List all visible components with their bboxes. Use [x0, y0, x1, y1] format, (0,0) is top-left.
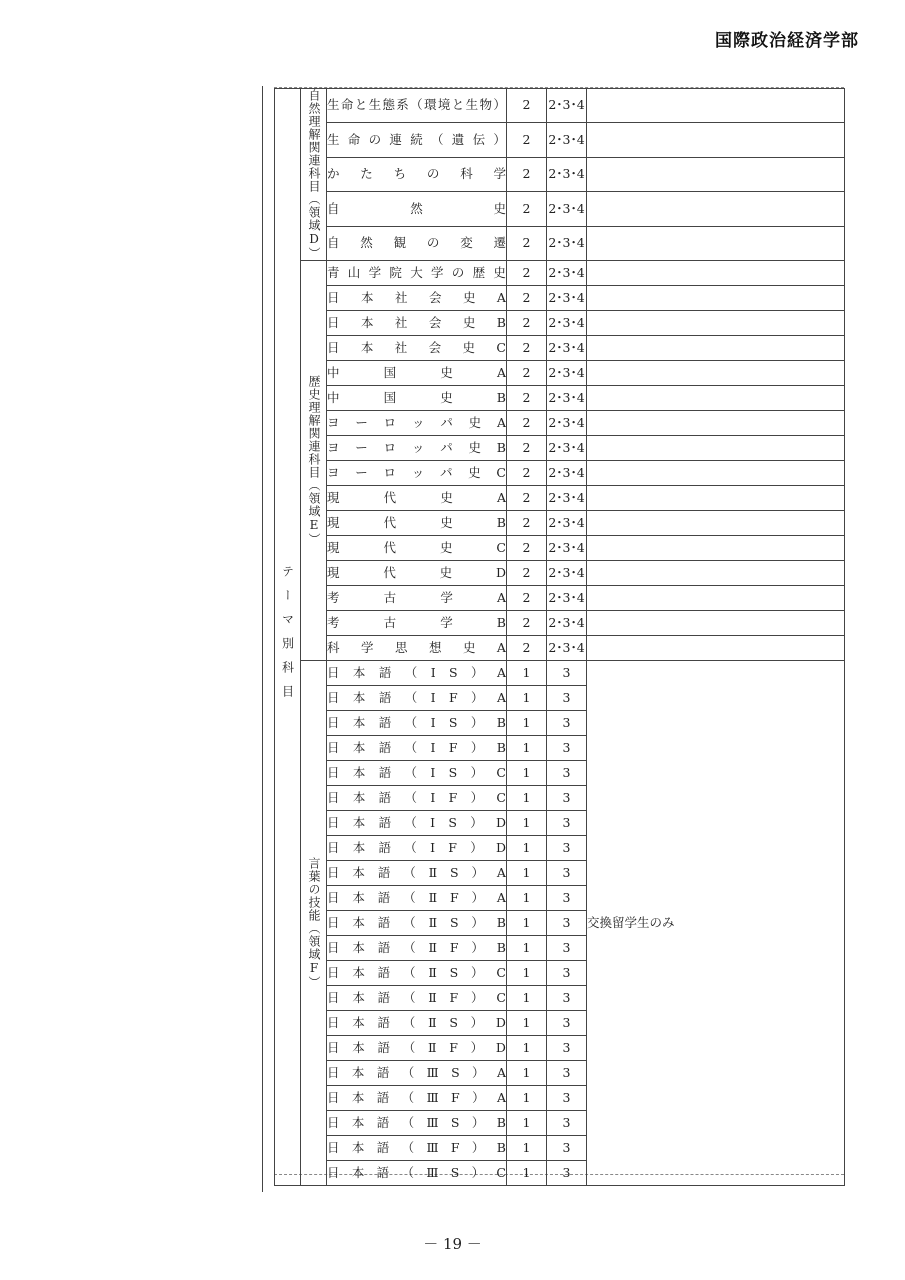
note-cell	[587, 192, 845, 226]
credits-cell: 2	[507, 636, 547, 661]
credits-cell: 1	[507, 761, 547, 786]
course-name-cell	[327, 711, 507, 736]
course-name-cell	[327, 411, 507, 436]
credits-cell: 2	[507, 336, 547, 361]
credits-cell: 1	[507, 836, 547, 861]
year-cell: 3	[547, 761, 587, 786]
credits-cell: 2	[507, 261, 547, 286]
year-cell: 3	[547, 661, 587, 686]
table-row	[275, 89, 845, 123]
exchange-note: 交換留学生のみ	[587, 914, 675, 930]
table-row	[275, 336, 845, 361]
course-name: 日 本 社 会 史 A	[327, 289, 506, 305]
note-cell	[587, 486, 845, 511]
table-row	[275, 536, 845, 561]
table-row	[275, 561, 845, 586]
year-cell: 3	[547, 961, 587, 986]
year-cell: 2･3･4	[547, 89, 587, 123]
year-cell: 3	[547, 786, 587, 811]
course-name-cell	[327, 986, 507, 1011]
credits-cell: 1	[507, 811, 547, 836]
credits-cell: 1	[507, 986, 547, 1011]
credits-cell: 1	[507, 686, 547, 711]
course-name-cell	[327, 786, 507, 811]
year-cell: 3	[547, 736, 587, 761]
year-cell: 2･3･4	[547, 192, 587, 226]
theme-category-label: テーマ別科目	[280, 565, 295, 709]
course-name-cell	[327, 486, 507, 511]
credits-cell: 1	[507, 1036, 547, 1061]
course-name-cell	[327, 636, 507, 661]
course-name: 生 命 の 連 続 （ 遺 伝 ）	[327, 131, 506, 147]
year-cell: 3	[547, 936, 587, 961]
note-cell	[587, 361, 845, 386]
credits-cell: 1	[507, 1136, 547, 1161]
course-name: 日 本 語 （ Ⅱ S ） A	[327, 864, 506, 880]
course-name-cell	[327, 192, 507, 226]
course-name: 現 代 史 A	[327, 489, 506, 505]
note-cell	[587, 386, 845, 411]
note-cell	[587, 586, 845, 611]
credits-cell: 1	[507, 736, 547, 761]
course-name: ヨ ー ロ ッ パ 史 B	[327, 439, 506, 455]
exchange-note-cell	[587, 661, 845, 1186]
table-row	[275, 361, 845, 386]
course-name-cell	[327, 911, 507, 936]
credits-cell: 2	[507, 89, 547, 123]
year-cell: 2･3･4	[547, 336, 587, 361]
course-name-cell	[327, 961, 507, 986]
course-name: 日 本 語 （ Ⅰ S ） C	[327, 764, 506, 780]
credits-cell: 2	[507, 486, 547, 511]
course-name-cell	[327, 561, 507, 586]
note-cell	[587, 123, 845, 157]
course-name-cell	[327, 386, 507, 411]
note-cell	[587, 286, 845, 311]
theme-category-cell	[275, 89, 301, 1186]
table-row	[275, 286, 845, 311]
course-name-cell	[327, 361, 507, 386]
course-name-cell	[327, 436, 507, 461]
course-name: 日 本 社 会 史 C	[327, 339, 506, 355]
credits-cell: 1	[507, 886, 547, 911]
course-name-cell	[327, 861, 507, 886]
credits-cell: 2	[507, 286, 547, 311]
course-name-cell	[327, 1086, 507, 1111]
table-row	[275, 311, 845, 336]
course-name-cell	[327, 311, 507, 336]
course-name-cell	[327, 261, 507, 286]
year-cell: 3	[547, 1061, 587, 1086]
note-cell	[587, 311, 845, 336]
course-name: 日 本 語 （ Ⅱ F ） B	[327, 939, 506, 955]
year-cell: 3	[547, 1011, 587, 1036]
credits-cell: 2	[507, 611, 547, 636]
note-cell	[587, 261, 845, 286]
area-group-label: 歴史理解関連科目（領域E）	[307, 375, 321, 546]
course-name: 考 古 学 A	[327, 589, 506, 605]
course-name-cell	[327, 1036, 507, 1061]
credits-cell: 2	[507, 511, 547, 536]
area-group-label: 自然理解関連科目（領域D）	[307, 89, 321, 260]
course-table	[274, 88, 845, 1186]
area-group-cell	[301, 261, 327, 661]
course-name: 現 代 史 D	[327, 564, 506, 580]
note-cell	[587, 636, 845, 661]
course-name-cell	[327, 586, 507, 611]
course-name-cell	[327, 1161, 507, 1186]
course-name: 考 古 学 B	[327, 614, 506, 630]
course-name-cell	[327, 936, 507, 961]
course-name-cell	[327, 611, 507, 636]
course-name-cell	[327, 1111, 507, 1136]
course-name-cell	[327, 836, 507, 861]
table-row	[275, 611, 845, 636]
credits-cell: 2	[507, 361, 547, 386]
course-name-cell	[327, 336, 507, 361]
note-cell	[587, 157, 845, 191]
credits-cell: 1	[507, 861, 547, 886]
course-name: 日 本 語 （ Ⅰ F ） A	[327, 689, 506, 705]
binding-margin-line	[262, 86, 263, 1192]
course-name: 日 本 語 （ Ⅱ S ） B	[327, 914, 506, 930]
course-table-body	[275, 89, 845, 1186]
table-row	[275, 261, 845, 286]
course-name: 日 本 語 （ Ⅲ S ） C	[327, 1164, 506, 1180]
course-name: か た ち の 科 学	[327, 166, 506, 182]
course-name: 日 本 語 （ Ⅱ F ） A	[327, 889, 506, 905]
table-row	[275, 461, 845, 486]
course-name: 日 本 語 （ Ⅲ S ） A	[327, 1064, 506, 1080]
credits-cell: 1	[507, 1111, 547, 1136]
course-name: ヨ ー ロ ッ パ 史 C	[327, 464, 506, 480]
course-name: 日 本 語 （ Ⅲ S ） B	[327, 1114, 506, 1130]
page-header-title: 国際政治経済学部	[715, 31, 859, 51]
credits-cell: 1	[507, 711, 547, 736]
year-cell: 2･3･4	[547, 157, 587, 191]
credits-cell: 2	[507, 411, 547, 436]
course-name-cell	[327, 736, 507, 761]
credits-cell: 1	[507, 1061, 547, 1086]
year-cell: 2･3･4	[547, 586, 587, 611]
year-cell: 2･3･4	[547, 436, 587, 461]
year-cell: 2･3･4	[547, 226, 587, 260]
course-name-cell	[327, 1136, 507, 1161]
course-name-cell	[327, 1061, 507, 1086]
course-name: 日 本 語 （ Ⅱ F ） D	[327, 1039, 506, 1055]
credits-cell: 2	[507, 561, 547, 586]
note-cell	[587, 89, 845, 123]
course-name: 自 然 観 の 変 遷	[327, 235, 506, 251]
area-group-cell	[301, 89, 327, 261]
table-row	[275, 411, 845, 436]
course-name-cell	[327, 89, 507, 123]
note-cell	[587, 226, 845, 260]
credits-cell: 1	[507, 661, 547, 686]
course-name: 日 本 語 （ Ⅰ F ） B	[327, 739, 506, 755]
table-row	[275, 486, 845, 511]
course-name: 日 本 語 （ Ⅲ F ） A	[327, 1089, 506, 1105]
credits-cell: 1	[507, 911, 547, 936]
course-name: 青 山 学 院 大 学 の 歴 史	[327, 264, 506, 280]
course-name: 科 学 思 想 史 A	[327, 639, 506, 655]
credits-cell: 1	[507, 786, 547, 811]
course-name-cell	[327, 461, 507, 486]
year-cell: 3	[547, 886, 587, 911]
credits-cell: 2	[507, 157, 547, 191]
credits-cell: 1	[507, 1086, 547, 1111]
year-cell: 3	[547, 1111, 587, 1136]
course-name: 日 本 語 （ Ⅱ S ） D	[327, 1014, 506, 1030]
table-row	[275, 157, 845, 191]
table-row	[275, 586, 845, 611]
course-name: 日 本 語 （ Ⅲ F ） B	[327, 1139, 506, 1155]
table-row	[275, 226, 845, 260]
credits-cell: 1	[507, 936, 547, 961]
course-name-cell	[327, 123, 507, 157]
year-cell: 3	[547, 986, 587, 1011]
year-cell: 3	[547, 1086, 587, 1111]
course-name: 日 本 語 （ Ⅰ S ） A	[327, 664, 506, 680]
table-row	[275, 436, 845, 461]
year-cell: 2･3･4	[547, 461, 587, 486]
course-name-cell	[327, 286, 507, 311]
year-cell: 2･3･4	[547, 486, 587, 511]
table-row	[275, 661, 845, 686]
year-cell: 3	[547, 1161, 587, 1186]
credits-cell: 1	[507, 961, 547, 986]
course-name: 現 代 史 C	[327, 539, 506, 555]
course-name-cell	[327, 1011, 507, 1036]
credits-cell: 2	[507, 386, 547, 411]
year-cell: 3	[547, 811, 587, 836]
course-name-cell	[327, 511, 507, 536]
year-cell: 3	[547, 861, 587, 886]
course-name-cell	[327, 886, 507, 911]
course-name: 中 国 史 B	[327, 389, 506, 405]
course-name-cell	[327, 226, 507, 260]
year-cell: 2･3･4	[547, 611, 587, 636]
page-number: － 19 －	[423, 1235, 482, 1253]
note-cell	[587, 536, 845, 561]
course-name-cell	[327, 661, 507, 686]
course-name-cell	[327, 761, 507, 786]
course-name: ヨ ー ロ ッ パ 史 A	[327, 414, 506, 430]
note-cell	[587, 511, 845, 536]
year-cell: 2･3･4	[547, 636, 587, 661]
area-group-label: 言葉の技能（領域F）	[307, 857, 321, 989]
year-cell: 3	[547, 1036, 587, 1061]
course-name: 中 国 史 A	[327, 364, 506, 380]
course-name-cell	[327, 157, 507, 191]
year-cell: 3	[547, 686, 587, 711]
year-cell: 2･3･4	[547, 311, 587, 336]
course-name-cell	[327, 811, 507, 836]
note-cell	[587, 611, 845, 636]
year-cell: 2･3･4	[547, 561, 587, 586]
area-group-cell	[301, 661, 327, 1186]
credits-cell: 1	[507, 1161, 547, 1186]
note-cell	[587, 561, 845, 586]
course-name-cell	[327, 686, 507, 711]
course-name: 日 本 社 会 史 B	[327, 314, 506, 330]
credits-cell: 2	[507, 586, 547, 611]
note-cell	[587, 336, 845, 361]
table-row	[275, 511, 845, 536]
course-name: 日 本 語 （ Ⅰ F ） D	[327, 839, 506, 855]
course-name: 日 本 語 （ Ⅰ S ） D	[327, 814, 506, 830]
year-cell: 2･3･4	[547, 286, 587, 311]
table-row	[275, 636, 845, 661]
course-name: 日 本 語 （ Ⅱ S ） C	[327, 964, 506, 980]
course-name: 日 本 語 （ Ⅱ F ） C	[327, 989, 506, 1005]
year-cell: 3	[547, 1136, 587, 1161]
year-cell: 2･3･4	[547, 411, 587, 436]
note-cell	[587, 411, 845, 436]
course-name: 日 本 語 （ Ⅰ F ） C	[327, 789, 506, 805]
year-cell: 2･3･4	[547, 386, 587, 411]
course-name: 日 本 語 （ Ⅰ S ） B	[327, 714, 506, 730]
year-cell: 2･3･4	[547, 536, 587, 561]
year-cell: 3	[547, 911, 587, 936]
note-cell	[587, 461, 845, 486]
table-row	[275, 386, 845, 411]
credits-cell: 2	[507, 123, 547, 157]
year-cell: 2･3･4	[547, 123, 587, 157]
credits-cell: 2	[507, 436, 547, 461]
credits-cell: 2	[507, 536, 547, 561]
course-name: 自 然 史	[327, 200, 506, 216]
credits-cell: 1	[507, 1011, 547, 1036]
course-name-cell	[327, 536, 507, 561]
credits-cell: 2	[507, 192, 547, 226]
year-cell: 3	[547, 836, 587, 861]
year-cell: 2･3･4	[547, 511, 587, 536]
note-cell	[587, 436, 845, 461]
year-cell: 2･3･4	[547, 261, 587, 286]
course-name: 生 命 と 生 態 系 （ 環 境 と 生 物 ）	[327, 97, 506, 113]
year-cell: 3	[547, 711, 587, 736]
course-name: 現 代 史 B	[327, 514, 506, 530]
year-cell: 2･3･4	[547, 361, 587, 386]
credits-cell: 2	[507, 226, 547, 260]
credits-cell: 2	[507, 461, 547, 486]
table-row	[275, 192, 845, 226]
credits-cell: 2	[507, 311, 547, 336]
table-row	[275, 123, 845, 157]
